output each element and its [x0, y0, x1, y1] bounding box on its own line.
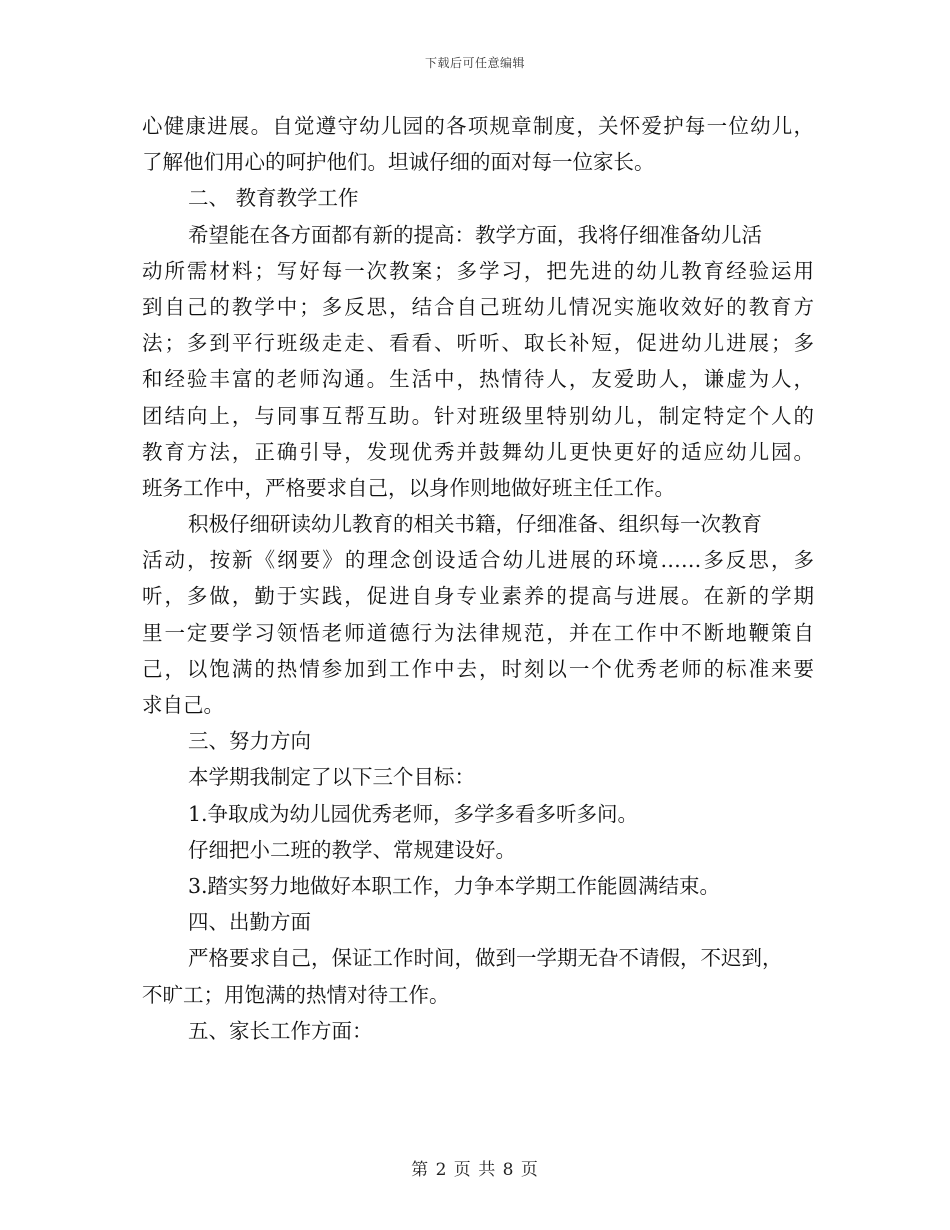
paragraph-line: 团结向上，与同事互帮互助。针对班级里特别幼儿，制定特定个人的: [142, 403, 814, 428]
paragraph-line: 了解他们用心的呵护他们。坦诚仔细的面对每一位家长。: [142, 150, 655, 175]
paragraph-line: 己，以饱满的热情参加到工作中去，时刻以一个优秀老师的标准来要: [142, 656, 814, 681]
section-heading: 五、家长工作方面：: [188, 1018, 373, 1043]
paragraph-line: 严格要求自己，保证工作时间，做到一学期无旮不请假，不迟到，: [188, 946, 783, 971]
section-heading: 四、出勤方面: [188, 910, 311, 935]
list-item: 1.争取成为幼儿园优秀老师，多学多看多听多问。: [188, 801, 639, 826]
paragraph-line: 动所需材料；写好每一次教案；多学习，把先进的幼儿教育经验运用: [142, 258, 814, 283]
page-number: 第 2 页 共 8 页: [411, 1160, 539, 1180]
list-item: 仔细把小二班的教学、常规建设好。: [188, 837, 516, 862]
document-body: [142, 108, 814, 1049]
section-heading: 三、努力方向: [188, 729, 311, 754]
paragraph-line: 希望能在各方面都有新的提高：教学方面，我将仔细准备幼儿活: [188, 222, 762, 247]
paragraph-line: 里一定要学习领悟老师道德行为法律规范，并在工作中不断地鞭策自: [142, 620, 814, 645]
paragraph-line: 班务工作中，严格要求自己，以身作则地做好班主任工作。: [142, 475, 675, 500]
list-item: 3.踏实努力地做好本职工作，力争本学期工作能圆满结束。: [188, 873, 721, 898]
paragraph-line: 求自己。: [142, 693, 224, 717]
paragraph-line: 活动，按新《纲要》的理念创设适合幼儿进展的环境……多反思，多: [142, 548, 814, 573]
paragraph-line: 和经验丰富的老师沟通。生活中，热情待人，友爱助人，谦虚为人，: [142, 367, 814, 392]
paragraph-line: 心健康进展。自觉遵守幼儿园的各项规章制度，关怀爱护每一位幼儿，: [142, 114, 814, 138]
paragraph-line: 本学期我制定了以下三个目标：: [188, 765, 475, 790]
section-heading: 二、 教育教学工作: [188, 186, 359, 211]
paragraph-line: 听，多做，勤于实践，促进自身专业素养的提高与进展。在新的学期: [142, 584, 814, 609]
paragraph-line: 教育方法，正确引导，发现优秀并鼓舞幼儿更快更好的适应幼儿园。: [142, 439, 814, 464]
paragraph-line: 不旷工；用饱满的热情对待工作。: [142, 982, 450, 1007]
paragraph-line: 法；多到平行班级走走、看看、听听、取长补短，促进幼儿进展；多: [142, 331, 814, 356]
paragraph-line: 积极仔细研读幼儿教育的相关书籍，仔细准备、组织每一次教育: [188, 512, 762, 537]
page-header-note: 下载后可任意编辑: [424, 56, 525, 70]
paragraph-line: 到自己的教学中；多反思，结合自己班幼儿情况实施收效好的教育方: [142, 294, 814, 319]
